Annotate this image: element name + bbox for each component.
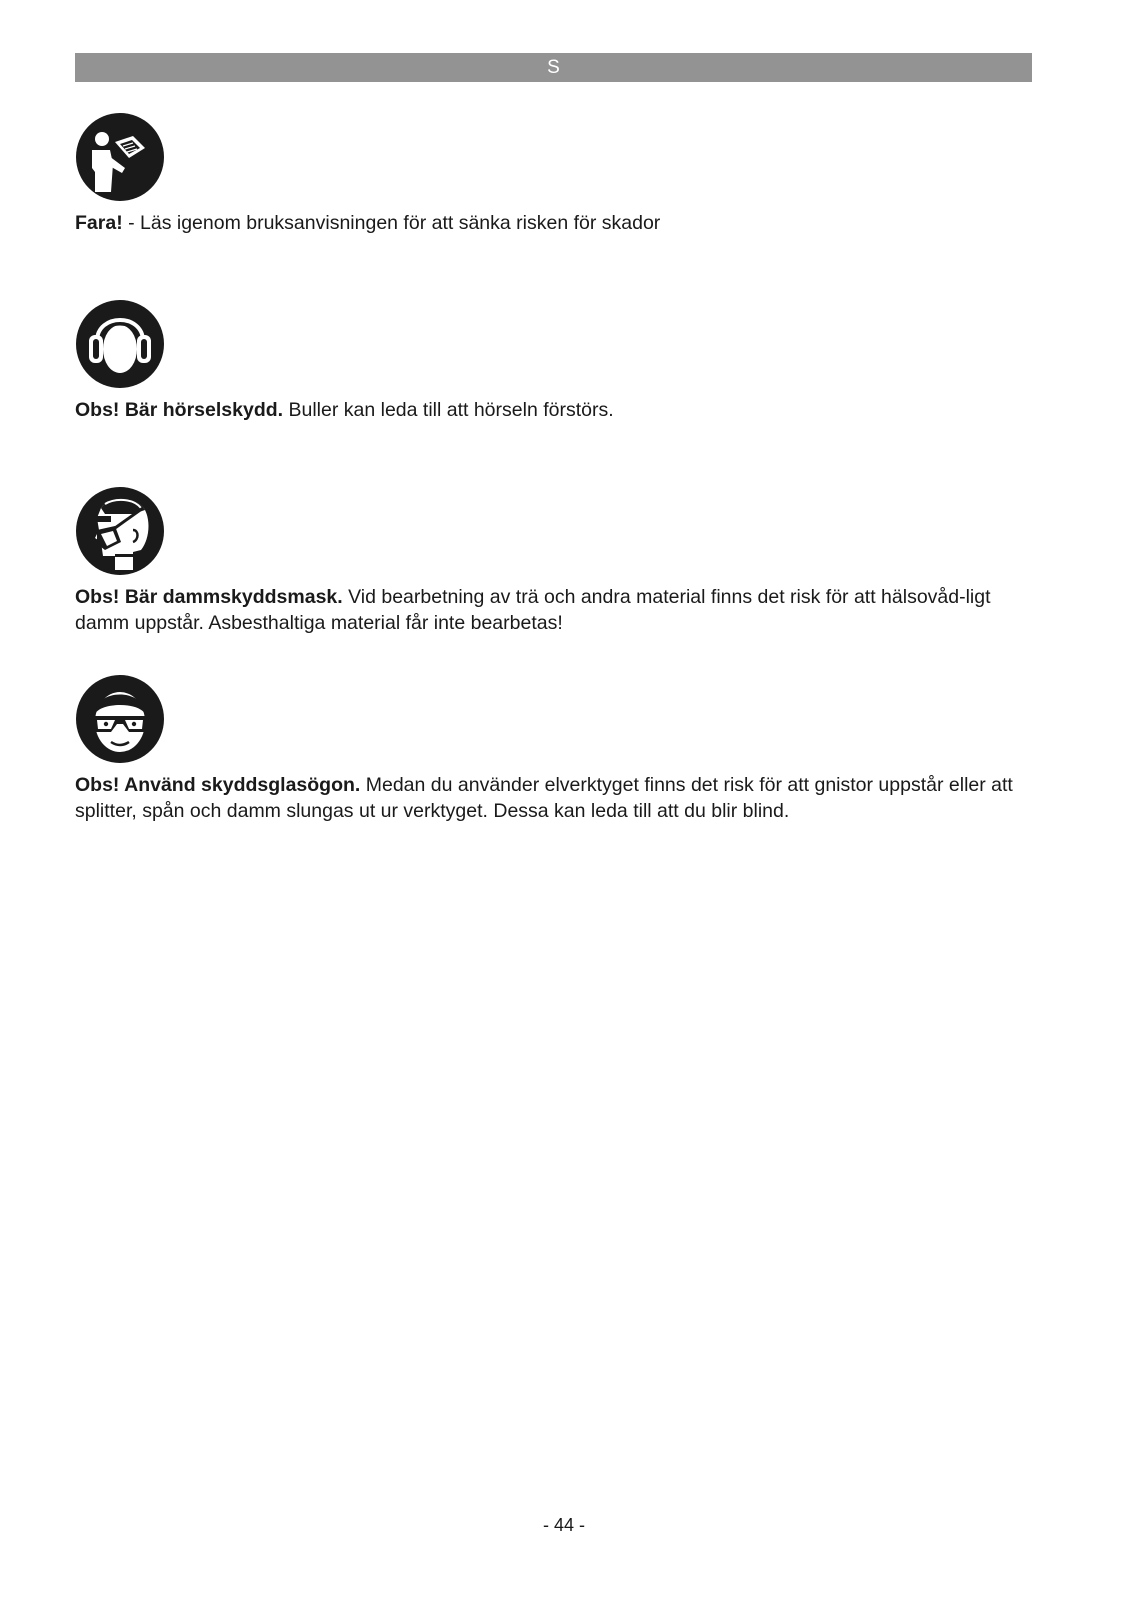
warning-safety-goggles bbox=[75, 674, 1035, 824]
warning-label: Obs! Bär dammskyddsmask. bbox=[75, 586, 343, 608]
warning-description: Buller kan leda till att hörseln förstörs. bbox=[283, 399, 614, 421]
warning-description: Vid bearbetning av trä och andra material finns det risk för att hälsovåd-ligt damm uppstår. Asbesthaltiga material får inte bearbetas! bbox=[75, 586, 991, 634]
warning-description: Medan du använder elverktyget finns det risk för att gnistor uppstår eller att splitter, spån och damm slungas ut ur verktyget. Dessa kan leda till att du blir blind. bbox=[75, 774, 1013, 822]
warning-label: Obs! Använd skyddsglasögon. bbox=[75, 774, 361, 796]
safety-goggles-icon bbox=[75, 674, 165, 764]
warning-text-ear-protection bbox=[75, 398, 1035, 424]
warning-text-read-manual bbox=[75, 211, 1035, 237]
warning-label: Fara! bbox=[75, 212, 123, 234]
warning-label: Obs! Bär hörselskydd. bbox=[75, 399, 284, 421]
warning-dust-mask bbox=[75, 486, 1035, 636]
warning-description: - Läs igenom bruksanvisningen för att sänka risken för skador bbox=[122, 212, 661, 234]
ear-protection-icon bbox=[75, 299, 165, 389]
warning-ear-protection bbox=[75, 299, 1035, 424]
language-header-bar bbox=[75, 53, 1032, 82]
dust-mask-icon bbox=[75, 486, 165, 576]
language-code: S bbox=[547, 57, 560, 78]
page-number: - 44 - bbox=[542, 1515, 585, 1535]
warning-text-safety-goggles bbox=[75, 773, 1035, 824]
read-manual-icon bbox=[75, 112, 165, 202]
warning-text-dust-mask bbox=[75, 585, 1035, 636]
warning-read-manual bbox=[75, 112, 1035, 237]
